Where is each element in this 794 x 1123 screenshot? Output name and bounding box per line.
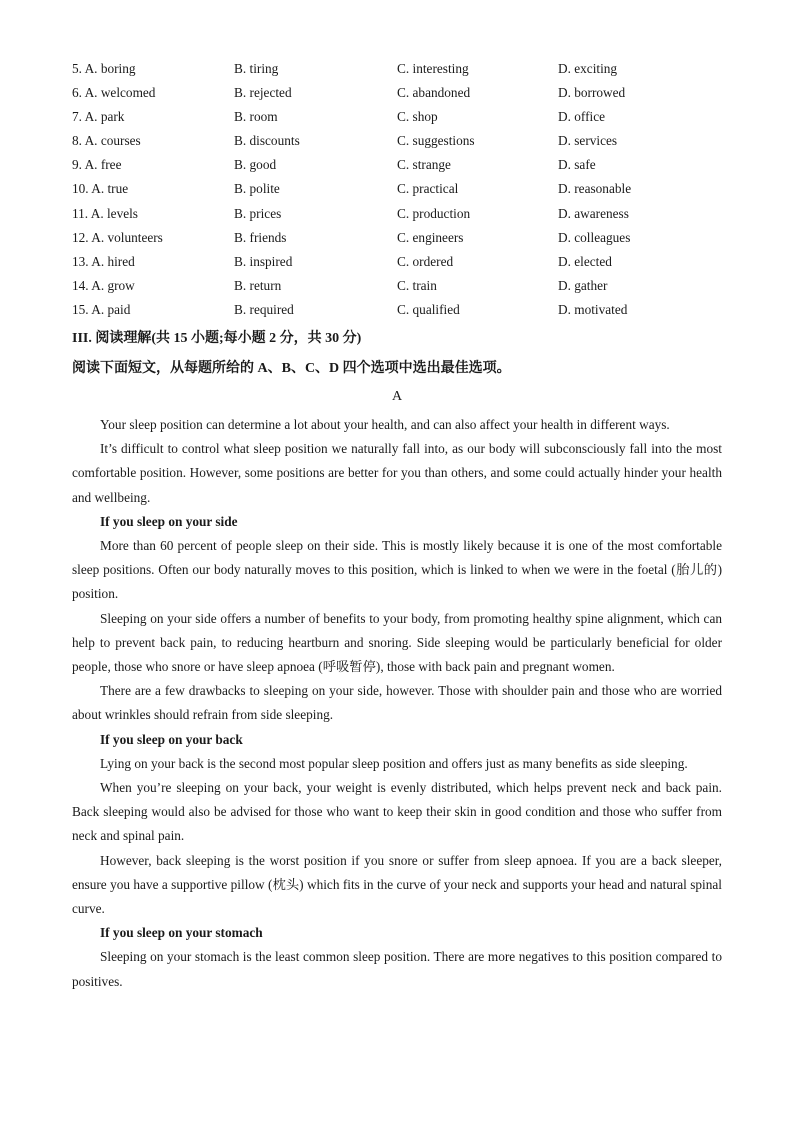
paragraph: It’s difficult to control what sleep position we naturally fall into, as our body will subconsciously fall into the most comfortable position. However, some positions are better for you than others, and some could actually hinder your health and wellbeing. bbox=[72, 441, 722, 505]
paragraph: Sleeping on your side offers a number of benefits to your body, from promoting healthy spine alignment, which can help to prevent back pain, to reducing heartburn and snoring. Side sleeping would be particularly beneficial for older people, those who snore or have sleep apnoea (呼吸暂停), those with back pain and pregnant women. bbox=[72, 610, 722, 675]
options-list bbox=[72, 59, 732, 324]
option-a: 11. A. levels bbox=[72, 205, 138, 221]
option-d: D. office bbox=[558, 109, 606, 125]
section-instruction: 阅读下面短文，从每题所给的 A、B、C、D 四个选项中选出最佳选项。 bbox=[72, 361, 511, 376]
option-row bbox=[72, 204, 732, 228]
option-a: 14. A. grow bbox=[72, 277, 135, 293]
option-b: B. return bbox=[234, 277, 282, 293]
option-row bbox=[72, 276, 732, 300]
option-b: B. friends bbox=[234, 229, 287, 245]
option-b: B. good bbox=[234, 157, 277, 173]
option-c: C. strange bbox=[397, 157, 451, 173]
option-row bbox=[72, 83, 732, 107]
option-a: 9. A. free bbox=[72, 157, 122, 173]
option-b: B. discounts bbox=[234, 133, 300, 149]
option-c: C. interesting bbox=[397, 61, 469, 76]
option-d: D. exciting bbox=[558, 61, 618, 76]
option-d: D. gather bbox=[558, 277, 608, 293]
option-b: B. rejected bbox=[234, 85, 292, 101]
option-c: C. production bbox=[397, 205, 471, 221]
option-a: 7. A. park bbox=[72, 109, 125, 125]
option-row bbox=[72, 155, 732, 179]
option-c: C. abandoned bbox=[397, 85, 471, 101]
section-heading: III. 阅读理解(共 15 小题;每小题 2 分，共 30 分) bbox=[72, 331, 362, 346]
option-c: C. train bbox=[397, 277, 437, 293]
option-b: B. polite bbox=[234, 181, 280, 197]
option-b: B. inspired bbox=[234, 253, 293, 269]
option-a: 5. A. boring bbox=[72, 61, 136, 76]
subheading: If you sleep on your side bbox=[100, 513, 238, 529]
option-c: C. ordered bbox=[397, 253, 454, 269]
option-c: C. engineers bbox=[397, 229, 464, 245]
paragraph: There are a few drawbacks to sleeping on your side, however. Those with shoulder pain and those who are worried about wrinkles should refrain from side sleeping. bbox=[72, 683, 722, 723]
option-row bbox=[72, 252, 732, 276]
option-c: C. practical bbox=[397, 181, 459, 197]
option-row bbox=[72, 131, 732, 155]
subheading: If you sleep on your back bbox=[100, 731, 243, 747]
option-a: 13. A. hired bbox=[72, 253, 135, 269]
option-row bbox=[72, 179, 732, 203]
option-d: D. colleagues bbox=[558, 229, 631, 245]
option-row bbox=[72, 107, 732, 131]
option-row bbox=[72, 300, 732, 324]
option-d: D. safe bbox=[558, 157, 596, 173]
passage-body bbox=[72, 413, 722, 994]
option-a: 6. A. welcomed bbox=[72, 85, 156, 101]
paragraph: Sleeping on your stomach is the least common sleep position. There are more negatives to this position compared to positives. bbox=[72, 949, 722, 989]
option-b: B. tiring bbox=[234, 61, 279, 76]
option-d: D. motivated bbox=[558, 301, 628, 317]
paragraph: However, back sleeping is the worst position if you snore or suffer from sleep apnoea. If you are a back sleeper, ensure you have a supportive pillow (枕头) which fits in the curve of your neck and supports your head and natural spinal curve. bbox=[72, 852, 722, 917]
option-a: 8. A. courses bbox=[72, 133, 141, 149]
subheading: If you sleep on your stomach bbox=[100, 925, 263, 941]
option-d: D. reasonable bbox=[558, 181, 632, 197]
option-row bbox=[72, 59, 732, 83]
paragraph: Your sleep position can determine a lot about your health, and can also affect your health in different ways. bbox=[100, 417, 670, 432]
paragraph: Lying on your back is the second most popular sleep position and offers just as many benefits as side sleeping. bbox=[100, 755, 688, 771]
option-c: C. suggestions bbox=[397, 133, 475, 149]
option-c: C. shop bbox=[397, 109, 438, 125]
option-d: D. borrowed bbox=[558, 85, 626, 101]
option-d: D. services bbox=[558, 133, 618, 149]
option-a: 10. A. true bbox=[72, 181, 129, 197]
option-d: D. awareness bbox=[558, 205, 629, 221]
option-row bbox=[72, 228, 732, 252]
option-b: B. prices bbox=[234, 205, 282, 221]
option-b: B. room bbox=[234, 109, 278, 125]
paragraph: When you’re sleeping on your back, your weight is evenly distributed, which helps prevent neck and back pain. Back sleeping would also be advised for those who want to keep their skin in good condition and those who suffer from neck and spinal pain. bbox=[72, 780, 722, 844]
option-b: B. required bbox=[234, 301, 294, 317]
option-d: D. elected bbox=[558, 253, 612, 269]
option-a: 12. A. volunteers bbox=[72, 229, 163, 245]
paragraph: More than 60 percent of people sleep on their side. This is mostly likely because it is one of the most comfortable sleep positions. Often our body naturally moves to this position, which is linked to when we were in the foetal (胎儿的) position. bbox=[72, 538, 722, 602]
option-c: C. qualified bbox=[397, 301, 460, 317]
passage-title: A bbox=[391, 389, 403, 404]
option-a: 15. A. paid bbox=[72, 301, 131, 317]
